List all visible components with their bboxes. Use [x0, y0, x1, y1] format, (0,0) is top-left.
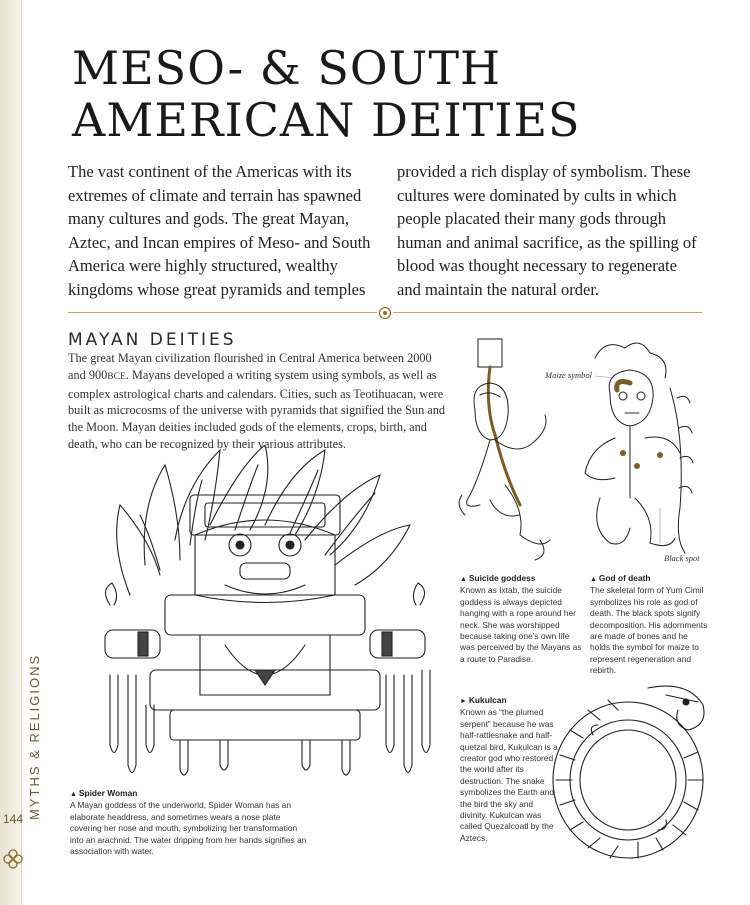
- caption-arrow-icon: ▲: [590, 576, 599, 583]
- caption-arrow-icon: ▲: [460, 576, 469, 583]
- caption-arrow-icon: ▲: [70, 791, 79, 798]
- caption-text-god-of-death: The skeletal form of Yum Cimil symbolizes his role as god of death. The black spots signify decomposition. His adornments are made of bones and he holds the symbol for maize to represent regeneration and rebirth.: [590, 585, 708, 676]
- knot-ornament-icon: [3, 848, 23, 870]
- caption-text-suicide-goddess: Known as Ixtab, the suicide goddess is always depicted hanging with a rope around her neck. She was worshipped because taking one’s own life was perceived by the Mayans as a route to Paradise.: [460, 585, 582, 664]
- caption-suicide-goddess: [460, 573, 585, 665]
- section-body-era: BCE: [107, 371, 126, 382]
- caption-god-of-death: [590, 573, 710, 677]
- sidebar-strip: [0, 0, 22, 905]
- caption-text-kukulcan: Known as “the plumed serpent” because he was half-rattlesnake and half-quetzal bird, Kukulcan is a creator god who restored the world after its destruction. The snake symbolizes the Earth and the bird the sky and divinity. Kukulcan was called Quezalcoatl by the Aztecs.: [460, 707, 558, 843]
- label-maize-symbol: Maize symbol: [545, 370, 592, 380]
- caption-kukulcan: [460, 695, 562, 844]
- spider-woman-illustration: [90, 445, 440, 790]
- section-body-part-2: . Mayans developed a writing system using symbols, as well as complex astrological charts and calendars. Cities, such as Teotihuacan, were built as microcosms of the universe with pyramids that signified the Sun and the Moon. Mayan deities included gods of the elements, crops, birth, and death, who can be recognized by their various attributes.: [68, 367, 446, 451]
- section-body-part-1: The great Mayan civilization flourished in Central America between 2000 and 900: [68, 351, 432, 382]
- section-body: [68, 350, 446, 453]
- section-tab-label: MYTHS & RELIGIONS: [27, 653, 42, 820]
- caption-spider-woman: [70, 788, 310, 857]
- kukulcan-illustration: [548, 680, 718, 870]
- caption-arrow-icon: ►: [460, 698, 469, 705]
- divider-ornament-icon: [377, 305, 393, 321]
- intro-paragraph: The vast continent of the Americas with its extremes of climate and terrain has spawned many cultures and gods. The great Mayan, Aztec, and Incan empires of Meso- and South America were highly structured, wealthy kingdoms whose great pyramids and temples provided a rich display of symbolism. These cultures were dominated by cults in which people placated their many gods through human and animal sacrifice, as the spilling of blood was thought necessary to regenerate and maintain the natural order.: [68, 162, 697, 299]
- caption-title-god-of-death: God of death: [598, 573, 651, 583]
- god-of-death-illustration: [575, 338, 705, 563]
- page-title-line-1: MESO- & SOUTH: [72, 41, 502, 95]
- caption-text-spider-woman: A Mayan goddess of the underworld, Spider Woman has an elaborate headdress, and sometimes wears a nose plate covering her nose and mouth, symbolizing her transformation into an arachnid. The water dripping from her hands signifies an association with water.: [70, 800, 307, 857]
- caption-title-suicide-goddess: Suicide goddess: [468, 573, 536, 583]
- label-black-spot: Black spot: [664, 553, 700, 563]
- caption-title-kukulcan: Kukulcan: [468, 695, 507, 705]
- page-title: [72, 42, 672, 146]
- caption-title-spider-woman: Spider Woman: [78, 788, 138, 798]
- section-heading: MAYAN DEITIES: [68, 330, 237, 350]
- page-number: 144: [2, 812, 24, 826]
- page-title-line-2: AMERICAN DEITIES: [72, 93, 581, 147]
